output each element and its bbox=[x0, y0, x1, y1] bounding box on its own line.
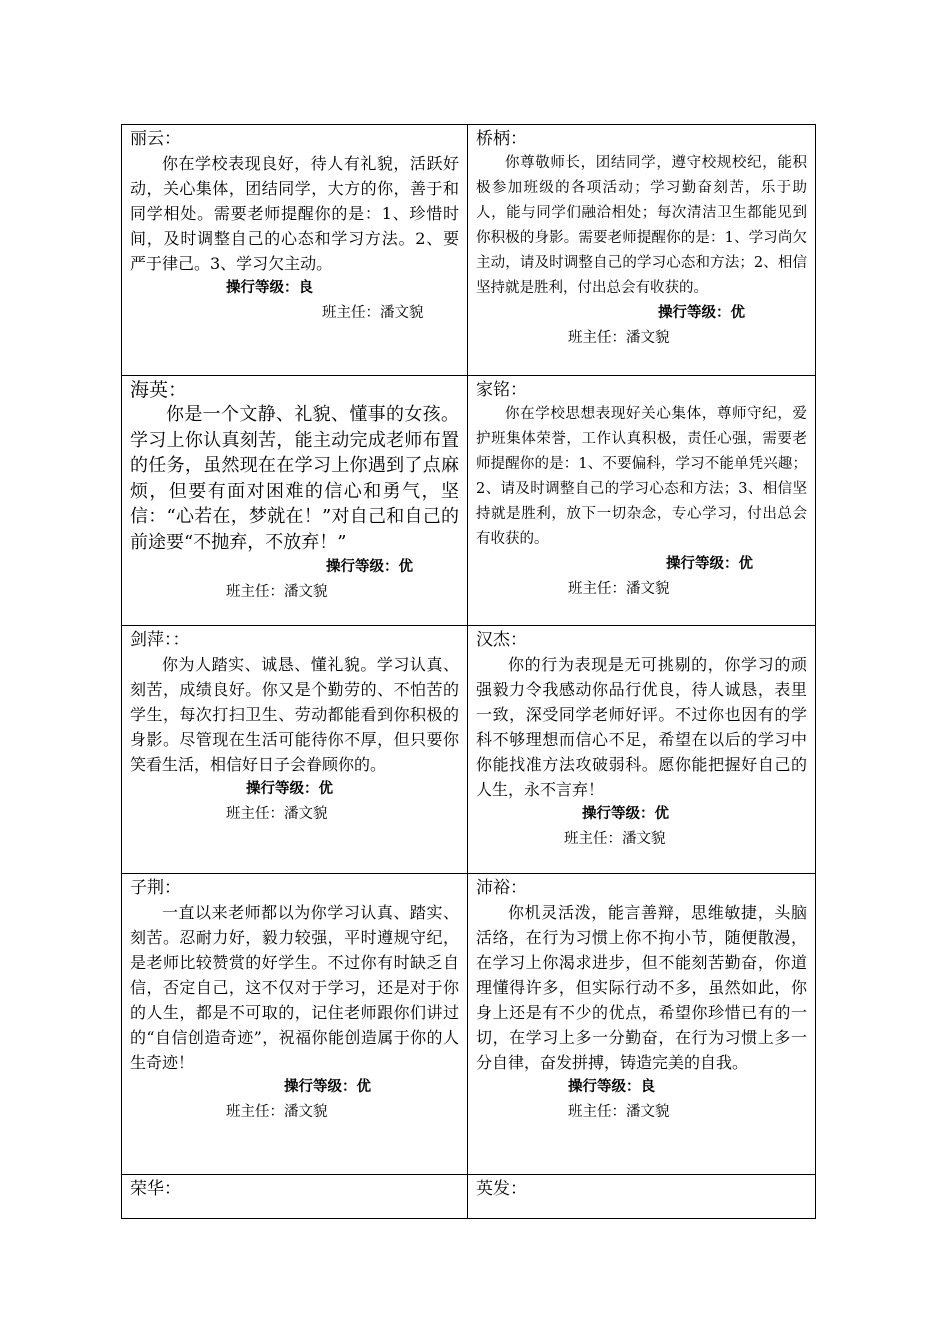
comment-text: 你尊敬师长，团结同学，遵守校规校纪，能积极参加班级的各项活动；学习勤奋刻苦，乐于助人，能与同学们融洽相处；每次清洁卫生都能见到你积极的身影。需要老师提醒你的是：1、学习尚欠主动，请及时调整自己的学习心态和方法；2、相信坚持就是胜利，付出总会有收获的。 bbox=[476, 155, 807, 296]
teacher-signature: 班主任：潘文貌 bbox=[568, 581, 670, 597]
comment-cell bbox=[468, 874, 816, 1175]
comment-text: 你为人踏实、诚恳、懂礼貌。学习认真、刻苦，成绩良好。你又是个勤劳的、不怕苦的学生，每次打扫卫生、劳动都能看到你积极的身影。尽管现在生活可能待你不厚，但只要你笑看生活，相信好日子会眷顾你的。 bbox=[130, 655, 459, 774]
comment-cell bbox=[122, 376, 468, 626]
comment-cell bbox=[122, 125, 468, 376]
teacher-signature: 班主任：潘文貌 bbox=[226, 1104, 328, 1120]
comment-text: 你的行为表现是无可挑剔的，你学习的顽强毅力令我感动你品行优良，待人诚恳，表里一致，深受同学老师好评。不过你也因有的学科不够理想而信心不足，希望在以后的学习中你能找准方法攻破弱科。愿你能把握好自己的人生，永不言弃！ bbox=[476, 655, 807, 799]
comment-cell bbox=[122, 1175, 468, 1219]
comment-cell bbox=[122, 874, 468, 1175]
comment-cell bbox=[468, 1175, 816, 1219]
teacher-signature: 班主任：潘文貌 bbox=[564, 831, 666, 847]
comment-text: 你机灵活泼，能言善辩，思维敏捷，头脑活络，在行为习惯上你不拘小节，随便散漫，在学习上你渴求进步，但不能刻苦勤奋，你道理懂得许多，但实际行动不多，虽然如此，你身上还是有不少的优点，希望你珍惜已有的一切，在学习上多一分勤奋，在行为习惯上多一分自律，奋发拼搏，铸造完美的自我。 bbox=[476, 903, 807, 1072]
conduct-grade: 操行等级：优 bbox=[284, 1079, 371, 1095]
comment-text: 你在学校表现良好，待人有礼貌，活跃好动，关心集体，团结同学，大方的你，善于和同学相处。需要老师提醒你的是：1、珍惜时间，及时调整自己的心态和学习方法。2、要严于律己。3、学习欠主动。 bbox=[130, 154, 459, 273]
student-name: 沛裕： bbox=[476, 878, 527, 898]
comment-cell bbox=[122, 626, 468, 874]
conduct-grade: 操行等级：优 bbox=[246, 781, 333, 797]
comment-text: 一直以来老师都以为你学习认真、踏实、刻苦。忍耐力好，毅力较强，平时遵规守纪，是老师比较赞赏的好学生。不过你有时缺乏自信，否定自己，这不仅对于学习，还是对于你的人生，都是不可取的，记住老师跟你们讲过的“自信创造奇迹”，祝福你能创造属于你的人生奇迹！ bbox=[130, 903, 459, 1072]
comment-table bbox=[121, 124, 816, 1219]
comment-cell bbox=[468, 626, 816, 874]
comment-cell bbox=[468, 125, 816, 376]
conduct-grade: 操行等级：良 bbox=[226, 280, 313, 296]
teacher-signature: 班主任：潘文貌 bbox=[226, 584, 328, 600]
conduct-grade: 操行等级：良 bbox=[568, 1079, 655, 1095]
teacher-signature: 班主任：潘文貌 bbox=[568, 1104, 670, 1120]
student-name: 剑萍：： bbox=[130, 630, 190, 650]
student-name: 子荆： bbox=[130, 878, 181, 898]
student-name: 海英： bbox=[130, 379, 188, 401]
student-name: 荣华： bbox=[130, 1179, 181, 1199]
conduct-grade: 操行等级：优 bbox=[582, 806, 669, 822]
student-name: 家铭： bbox=[476, 380, 527, 400]
comment-cell bbox=[468, 376, 816, 626]
comment-text: 你是一个文静、礼貌、懂事的女孩。学习上你认真刻苦，能主动完成老师布置的任务，虽然现在在学习上你遇到了点麻烦，但要有面对困难的信心和勇气，坚信：“心若在，梦就在！”对自己和自己的前途要“不抛弃，不放弃！” bbox=[130, 404, 459, 553]
conduct-grade: 操行等级：优 bbox=[658, 305, 745, 321]
teacher-signature: 班主任：潘文貌 bbox=[568, 330, 670, 346]
comment-text: 你在学校思想表现好关心集体，尊师守纪，爱护班集体荣誉，工作认真积极，责任心强，需要老师提醒你的是：1、不要偏科，学习不能单凭兴趣；2、请及时调整自己的学习心态和方法；3、相信坚持就是胜利，放下一切杂念，专心学习，付出总会有收获的。 bbox=[476, 406, 807, 547]
student-name: 丽云： bbox=[130, 129, 181, 149]
teacher-signature: 班主任：潘文貌 bbox=[226, 806, 328, 822]
conduct-grade: 操行等级：优 bbox=[326, 559, 413, 575]
student-name: 桥柄： bbox=[476, 129, 527, 149]
student-name: 英发： bbox=[476, 1179, 527, 1199]
conduct-grade: 操行等级：优 bbox=[666, 556, 753, 572]
teacher-signature: 班主任：潘文貌 bbox=[322, 305, 424, 321]
student-name: 汉杰： bbox=[476, 630, 527, 650]
